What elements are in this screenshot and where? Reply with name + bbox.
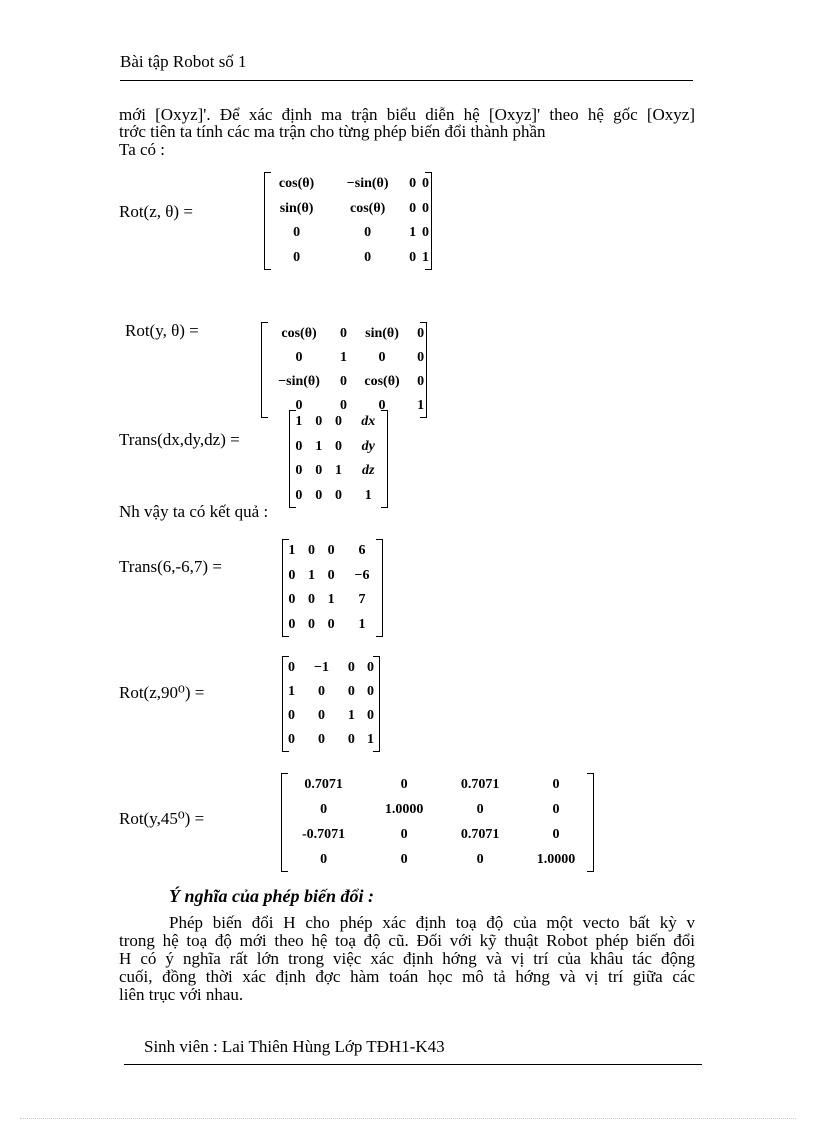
cell: 0 xyxy=(307,543,315,559)
footer-rule xyxy=(124,1064,702,1065)
page-footer: Sinh viên : Lai Thiên Hùng Lớp TĐH1-K43 xyxy=(144,1037,445,1056)
cell: 0 xyxy=(315,414,323,430)
rotz90-matrix xyxy=(282,656,380,752)
roty45-matrix xyxy=(281,773,594,872)
cell: dy xyxy=(361,438,375,454)
cell: 0 xyxy=(327,616,335,632)
cell: 0 xyxy=(409,200,417,216)
cell: 0 xyxy=(364,249,372,265)
cell: −sin(θ) xyxy=(346,176,389,192)
cell: sin(θ) xyxy=(279,200,314,216)
cell: 0 xyxy=(315,487,323,503)
rotz-matrix xyxy=(264,172,432,270)
cell: 1 xyxy=(288,543,296,559)
header-rule xyxy=(120,80,693,81)
cell: 0 xyxy=(552,826,560,842)
cell: sin(θ) xyxy=(365,326,399,341)
intro-line-3: Ta có : xyxy=(119,140,166,159)
cell: 1 xyxy=(327,592,335,608)
trans-num-table xyxy=(282,539,383,637)
cell: 0 xyxy=(295,463,303,479)
cell: 0.7071 xyxy=(304,777,343,793)
cell: 0 xyxy=(347,660,355,675)
cell: 0.7071 xyxy=(460,777,500,793)
cell: 0 xyxy=(295,398,303,413)
cell: −1 xyxy=(313,660,329,675)
cell: 0 xyxy=(422,200,430,216)
cell: 0 xyxy=(552,777,560,793)
roty-table xyxy=(261,322,427,418)
meaning-line-1: Phép biến đổi H cho phép xác định toạ độ của một vecto bất kỳ v xyxy=(169,913,695,932)
cell: 0 xyxy=(400,826,408,842)
cell: 0 xyxy=(288,660,296,675)
cell: 0 xyxy=(366,708,374,723)
trans-num-label: Trans(6,-6,7) = xyxy=(119,557,222,576)
cell: dx xyxy=(361,414,376,430)
rotz90-table xyxy=(282,656,380,752)
rotz-table xyxy=(264,172,432,270)
cell: -0.7071 xyxy=(301,826,346,842)
cell: 0 xyxy=(293,249,301,265)
cell: cos(θ) xyxy=(281,326,317,341)
meaning-line-3: H có ý nghĩa rất lớn trong việc xác định hớng và vị trí của khâu tác động xyxy=(119,949,695,968)
cell: 1 xyxy=(417,398,425,413)
cell: 0 xyxy=(347,684,355,699)
cell: 1 xyxy=(339,350,347,365)
rotz90-label: Rot(z,90⁰) = xyxy=(119,683,205,702)
cell: 7 xyxy=(358,592,366,608)
cell: 6 xyxy=(358,543,366,559)
roty-label: Rot(y, θ) = xyxy=(125,321,199,340)
cell: 0 xyxy=(378,350,386,365)
intro-line-2: trớc tiên ta tính các ma trận cho từng phép biến đổi thành phần xyxy=(119,122,546,141)
cell: 0 xyxy=(295,438,303,454)
trans-label: Trans(dx,dy,dz) = xyxy=(119,430,240,449)
cell: 1 xyxy=(288,684,296,699)
cell: −sin(θ) xyxy=(278,374,320,389)
page-edge-divider xyxy=(20,1118,796,1119)
cell: 1 xyxy=(366,732,374,747)
cell: 0 xyxy=(327,543,335,559)
meaning-line-2: trong hệ toạ độ mới theo hệ toạ độ cũ. Đối với kỹ thuật Robot phép biến đổi xyxy=(119,931,695,950)
rotz-label: Rot(z, θ) = xyxy=(119,202,193,221)
cell: −6 xyxy=(354,567,370,583)
cell: 0 xyxy=(409,249,417,265)
cell: dz xyxy=(361,463,375,479)
cell: 0 xyxy=(288,732,296,747)
result-intro: Nh vậy ta có kết quả : xyxy=(119,502,269,521)
cell: 0 xyxy=(409,176,417,192)
cell: 0 xyxy=(400,851,408,867)
cell: 0 xyxy=(295,487,303,503)
cell: 0.7071 xyxy=(460,826,500,842)
cell: cos(θ) xyxy=(278,176,315,192)
cell: 0 xyxy=(339,398,347,413)
cell: 0 xyxy=(364,225,372,241)
cell: 0 xyxy=(476,802,484,818)
cell: 0 xyxy=(293,225,301,241)
cell: 0 xyxy=(334,487,342,503)
cell: 0 xyxy=(317,732,325,747)
cell: 0 xyxy=(320,802,328,818)
cell: 1 xyxy=(315,438,323,454)
cell: cos(θ) xyxy=(364,374,400,389)
cell: 0 xyxy=(288,592,296,608)
cell: 0 xyxy=(317,684,325,699)
cell: 0 xyxy=(400,777,408,793)
cell: 0 xyxy=(334,438,342,454)
cell: 0 xyxy=(422,176,430,192)
page-header: Bài tập Robot số 1 xyxy=(120,52,247,71)
intro-line-1: mới [Oxyz]'. Để xác định ma trận biểu diễn hệ [Oxyz]' theo hệ gốc [Oxyz] xyxy=(119,105,695,124)
cell: 0 xyxy=(307,592,315,608)
cell: 0 xyxy=(417,374,425,389)
cell: 0 xyxy=(339,374,347,389)
cell: 0 xyxy=(552,802,560,818)
cell: 0 xyxy=(476,851,484,867)
cell: 0 xyxy=(307,616,315,632)
meaning-line-5: liên trục với nhau. xyxy=(119,985,244,1004)
cell: cos(θ) xyxy=(350,200,386,216)
cell: 1 xyxy=(422,249,430,265)
trans-matrix xyxy=(289,410,388,508)
cell: 0 xyxy=(378,398,386,413)
cell: 1 xyxy=(295,414,303,430)
roty45-label: Rot(y,45⁰) = xyxy=(119,809,205,828)
roty45-table xyxy=(281,773,594,872)
cell: 0 xyxy=(334,414,342,430)
cell: 0 xyxy=(366,660,374,675)
trans-num-matrix xyxy=(282,539,383,637)
cell: 0 xyxy=(288,567,296,583)
cell: 0 xyxy=(315,463,323,479)
meaning-line-4: cuối, đồng thời xác định đợc hàm toán học mô tả hớng và vị trí giữa các xyxy=(119,967,695,986)
cell: 0 xyxy=(422,225,430,241)
cell: 1 xyxy=(364,487,372,503)
cell: 0 xyxy=(317,708,325,723)
cell: 0 xyxy=(347,732,355,747)
cell: 0 xyxy=(366,684,374,699)
cell: 1.0000 xyxy=(384,802,424,818)
roty-matrix xyxy=(261,322,427,418)
cell: 0 xyxy=(327,567,335,583)
cell: 0 xyxy=(417,326,425,341)
cell: 0 xyxy=(288,616,296,632)
cell: 1 xyxy=(307,567,315,583)
cell: 1 xyxy=(358,616,366,632)
cell: 0 xyxy=(339,326,347,341)
cell: 1 xyxy=(347,708,355,723)
cell: 1 xyxy=(409,225,417,241)
cell: 0 xyxy=(320,851,328,867)
cell: 0 xyxy=(295,350,303,365)
trans-table xyxy=(289,410,388,508)
cell: 0 xyxy=(417,350,425,365)
cell: 1.0000 xyxy=(536,851,576,867)
meaning-heading: Ý nghĩa của phép biến đổi : xyxy=(169,886,375,906)
cell: 0 xyxy=(288,708,296,723)
cell: 1 xyxy=(334,463,342,479)
